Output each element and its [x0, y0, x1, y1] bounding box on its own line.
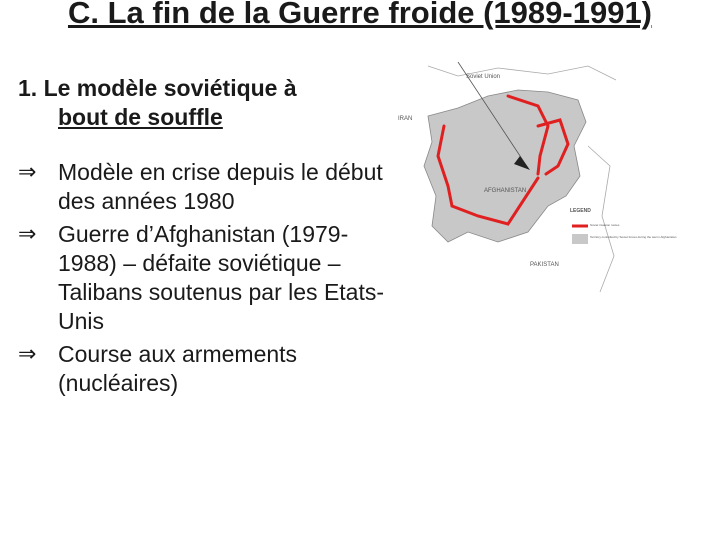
section-title-line1: Le modèle soviétique à	[43, 75, 297, 101]
country-border-north	[428, 66, 616, 80]
controlled-territory-area	[424, 90, 586, 242]
bullet-text: Course aux armements (nucléaires)	[58, 341, 298, 396]
section-title-line2: bout de souffle	[58, 104, 223, 130]
label-iran: IRAN	[398, 116, 413, 122]
legend-territory-label: Territory controlled by Soviet forces during the war in Afghanistan	[590, 235, 677, 239]
page-title: C. La fin de la Guerre froide (1989-1991)	[67, 0, 653, 30]
implies-arrow-icon: ⇒	[18, 160, 37, 185]
bullet-list	[18, 158, 398, 402]
label-afghanistan: AFGHANISTAN	[484, 188, 527, 194]
bullet-item-arms-race	[18, 340, 398, 398]
bullet-item-afghanistan	[18, 220, 398, 336]
legend-territory-swatch	[572, 234, 588, 244]
bullet-item-crisis	[18, 158, 398, 216]
label-pakistan: PAKISTAN	[530, 262, 559, 268]
country-border-east	[588, 146, 614, 292]
label-soviet-union: Soviet Union	[466, 74, 501, 80]
legend-title: LEGEND	[570, 208, 591, 214]
bullet-text: Modèle en crise depuis le début des années 1980	[58, 159, 383, 214]
implies-arrow-icon: ⇒	[18, 222, 37, 247]
section-heading	[18, 74, 418, 132]
legend-routes-label: Soviet invasion routes	[590, 223, 620, 227]
map-legend	[570, 208, 677, 244]
implies-arrow-icon: ⇒	[18, 342, 37, 367]
afghanistan-invasion-map	[388, 56, 677, 296]
section-number: 1.	[18, 75, 38, 101]
bullet-text: Guerre d’Afghanistan (1979-1988) – défaite soviétique – Talibans soutenus par les Etats-Unis	[58, 221, 385, 334]
